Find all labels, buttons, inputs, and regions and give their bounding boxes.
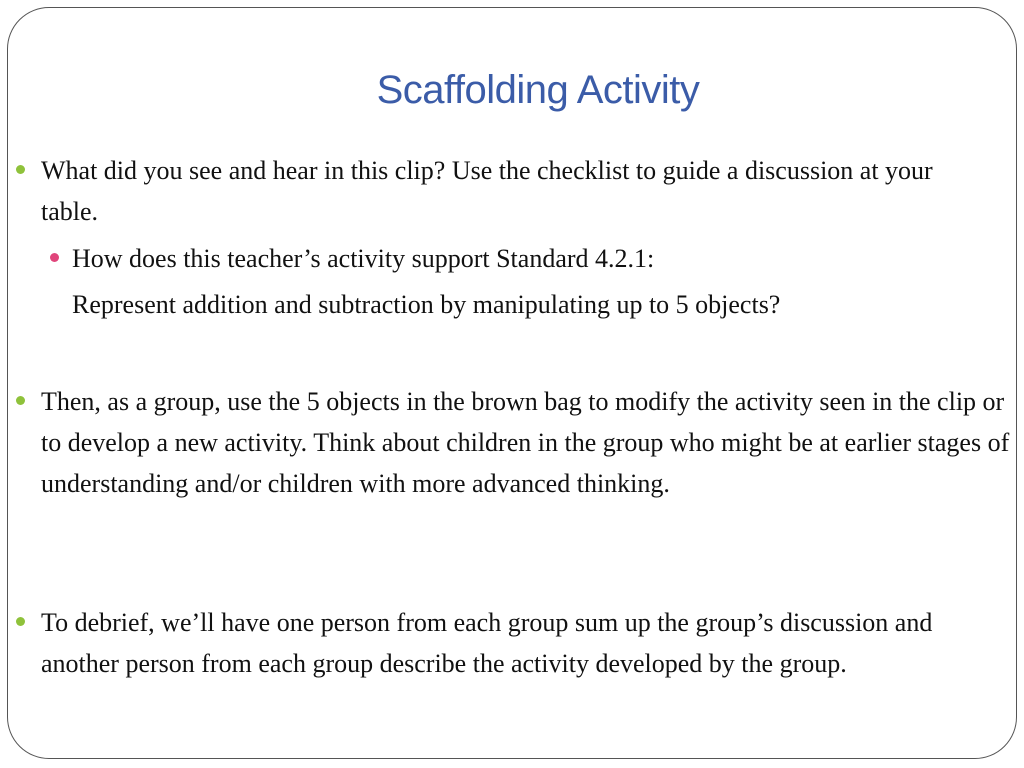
bullet-2-dot	[16, 396, 25, 405]
bullet-3-text: To debrief, we’ll have one person from each group sum up the group’s discussion and another person from each group describe the activity developed by the group.	[41, 608, 933, 678]
sub-bullet-dot	[50, 253, 59, 262]
sub-bullet-text: How does this teacher’s activity support Standard 4.2.1:	[72, 244, 655, 273]
bullet-1-dot	[16, 165, 25, 174]
bullet-3-dot	[16, 617, 25, 626]
slide-title: Scaffolding Activity	[376, 68, 700, 112]
bullet-2-text: Then, as a group, use the 5 objects in the brown bag to modify the activity seen in the clip or to develop a new activity. Think about children in the group who might be at earlier stages of understanding and/or children with more advanced thinking.	[41, 387, 1010, 498]
bullet-1-text: What did you see and hear in this clip? Use the checklist to guide a discussion at your table.	[41, 156, 933, 226]
sub-bullet-continuation: Represent addition and subtraction by manipulating up to 5 objects?	[72, 290, 781, 319]
